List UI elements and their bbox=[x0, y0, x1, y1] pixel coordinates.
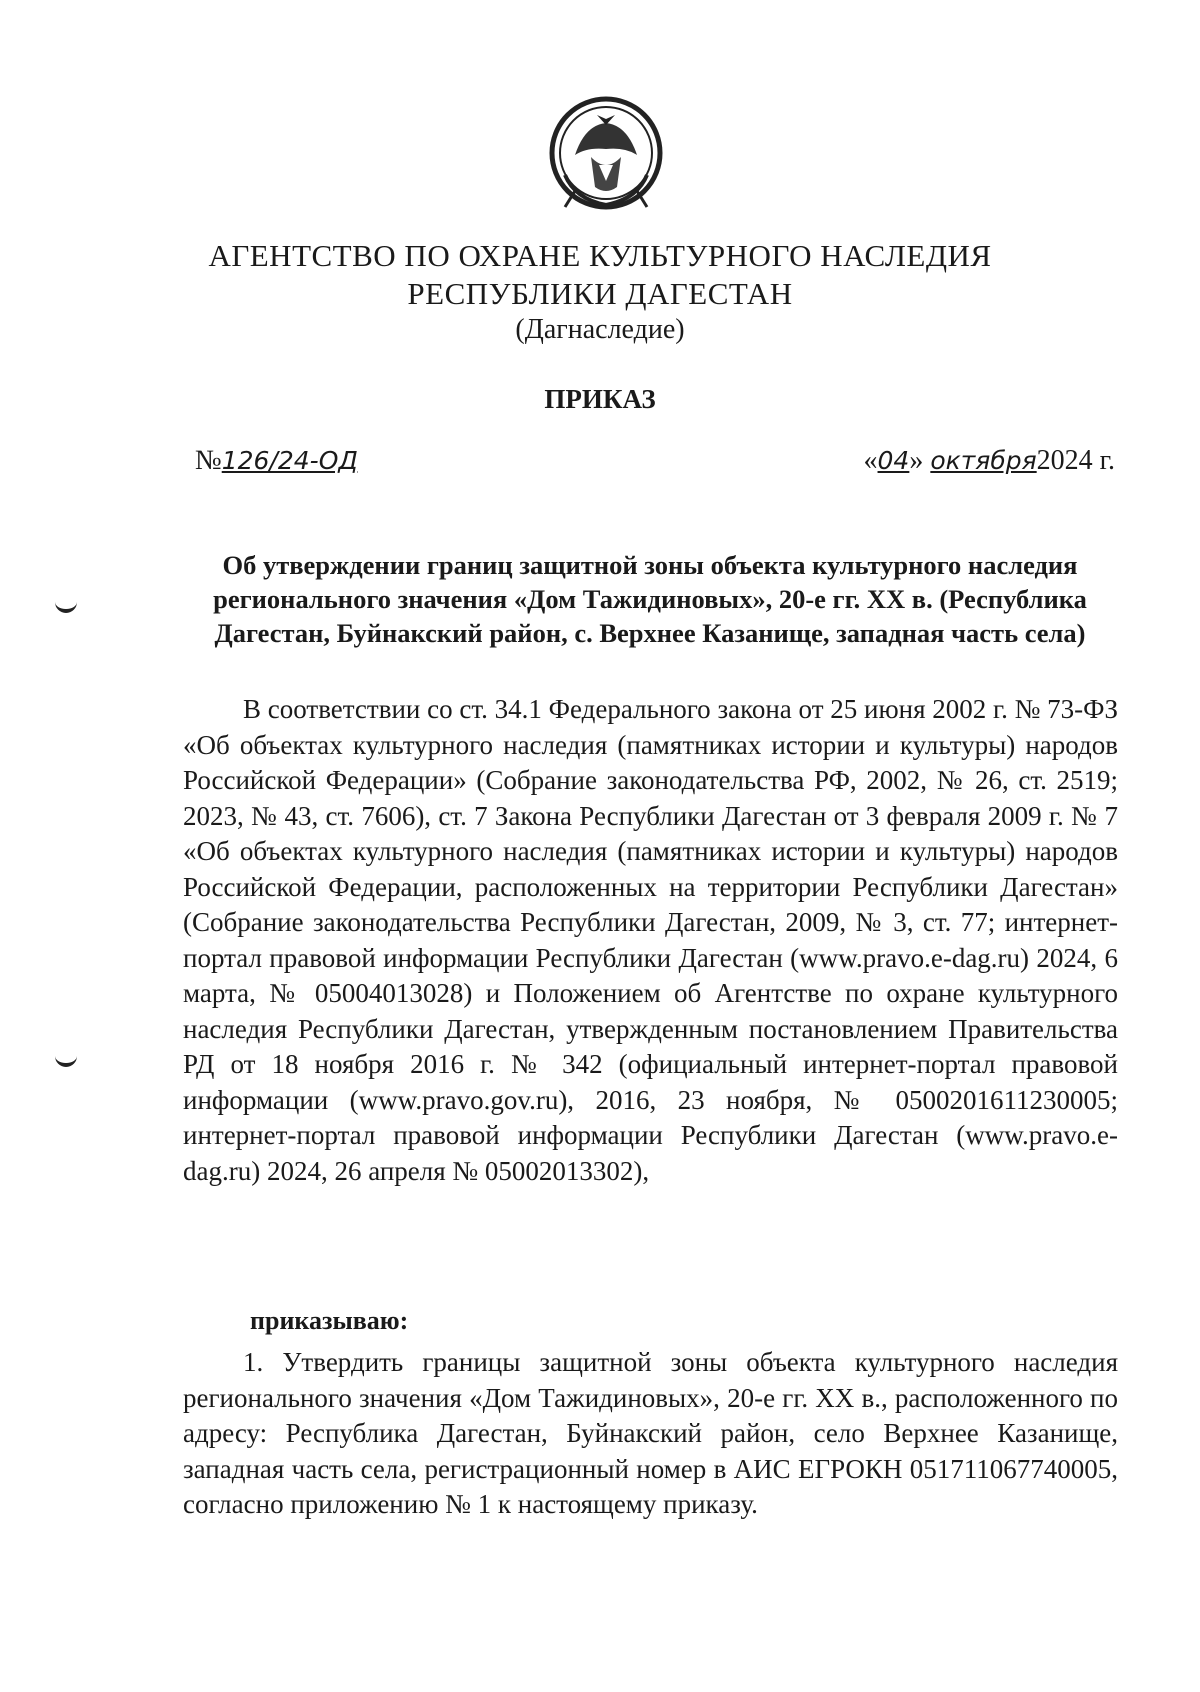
order-item-1: 1. Утвердить границы защитной зоны объекта культурного наследия регионального значения «Дом Тажидиновых», 20-е гг. XX в., расположенного по адресу: Республика Дагестан, Буйнакский район, село Верхнее Казанище, западная часть села, регистрационный номер в АИС ЕГРОКН 051711067740005, согласно приложению № 1 к настоящему приказу. bbox=[183, 1347, 1118, 1519]
scan-mark bbox=[55, 1055, 77, 1067]
agency-short-name: (Дагнаследие) bbox=[515, 314, 685, 345]
order-number bbox=[195, 445, 358, 477]
document-title: ПРИКАЗ bbox=[544, 384, 656, 414]
legal-basis-paragraph: В соответствии со ст. 34.1 Федерального закона от 25 июня 2002 г. № 73-ФЗ «Об объектах культурного наследия (памятниках истории и культуры) народов Российской Федерации» (Собрание законодательства РФ, 2002, № 26, ст. 2519; 2023, № 43, ст. 7606), ст. 7 Закона Республики Дагестан от 3 февраля 2009 г. № 7 «Об объектах культурного наследия (памятниках истории и культуры) народов Российской Федерации, расположенных на территории Республики Дагестан» (Собрание законодательства Республики Дагестан, 2009, № 3, ст. 77; интернет-портал правовой информации Республики Дагестан (www.pravo.e-dag.ru) 2024, 6 марта, № 05004013028) и Положением об Агентстве по охране культурного наследия Республики Дагестан, утвержденным постановлением Правительства РД от 18 ноября 2016 г. № 342 (официальный интернет-портал правовой информации (www.pravo.gov.ru), 2016, 23 ноября, № 0500201611230005; интернет-портал правовой информации Республики Дагестан (www.pravo.e-dag.ru) 2024, 26 апреля № 05002013302), bbox=[183, 694, 1118, 1186]
handwritten-order-number: 126/24-ОД bbox=[221, 446, 358, 475]
date-close-quote: » bbox=[909, 445, 924, 476]
agency-name-line1: АГЕНТСТВО ПО ОХРАНЕ КУЛЬТУРНОГО НАСЛЕДИЯ bbox=[208, 238, 992, 273]
order-date bbox=[864, 445, 1115, 477]
scan-mark bbox=[55, 601, 77, 613]
decree-word: приказываю: bbox=[250, 1306, 409, 1335]
coat-of-arms-emblem bbox=[535, 95, 677, 217]
order-subject: Об утверждении границ защитной зоны объекта культурного наследия регионального значения «Дом Тажидиновых», 20-е гг. XX в. (Республика Дагестан, Буйнакский район, с. Верхнее Казанище, западная часть села) bbox=[213, 550, 1087, 648]
handwritten-date-day: 04 bbox=[877, 446, 910, 475]
number-sign: № bbox=[195, 445, 222, 476]
handwritten-date-month: октября bbox=[930, 446, 1037, 475]
agency-name-line2: РЕСПУБЛИКИ ДАГЕСТАН bbox=[407, 276, 793, 311]
date-open-quote: « bbox=[863, 445, 878, 476]
date-year: 2024 г. bbox=[1036, 445, 1115, 476]
